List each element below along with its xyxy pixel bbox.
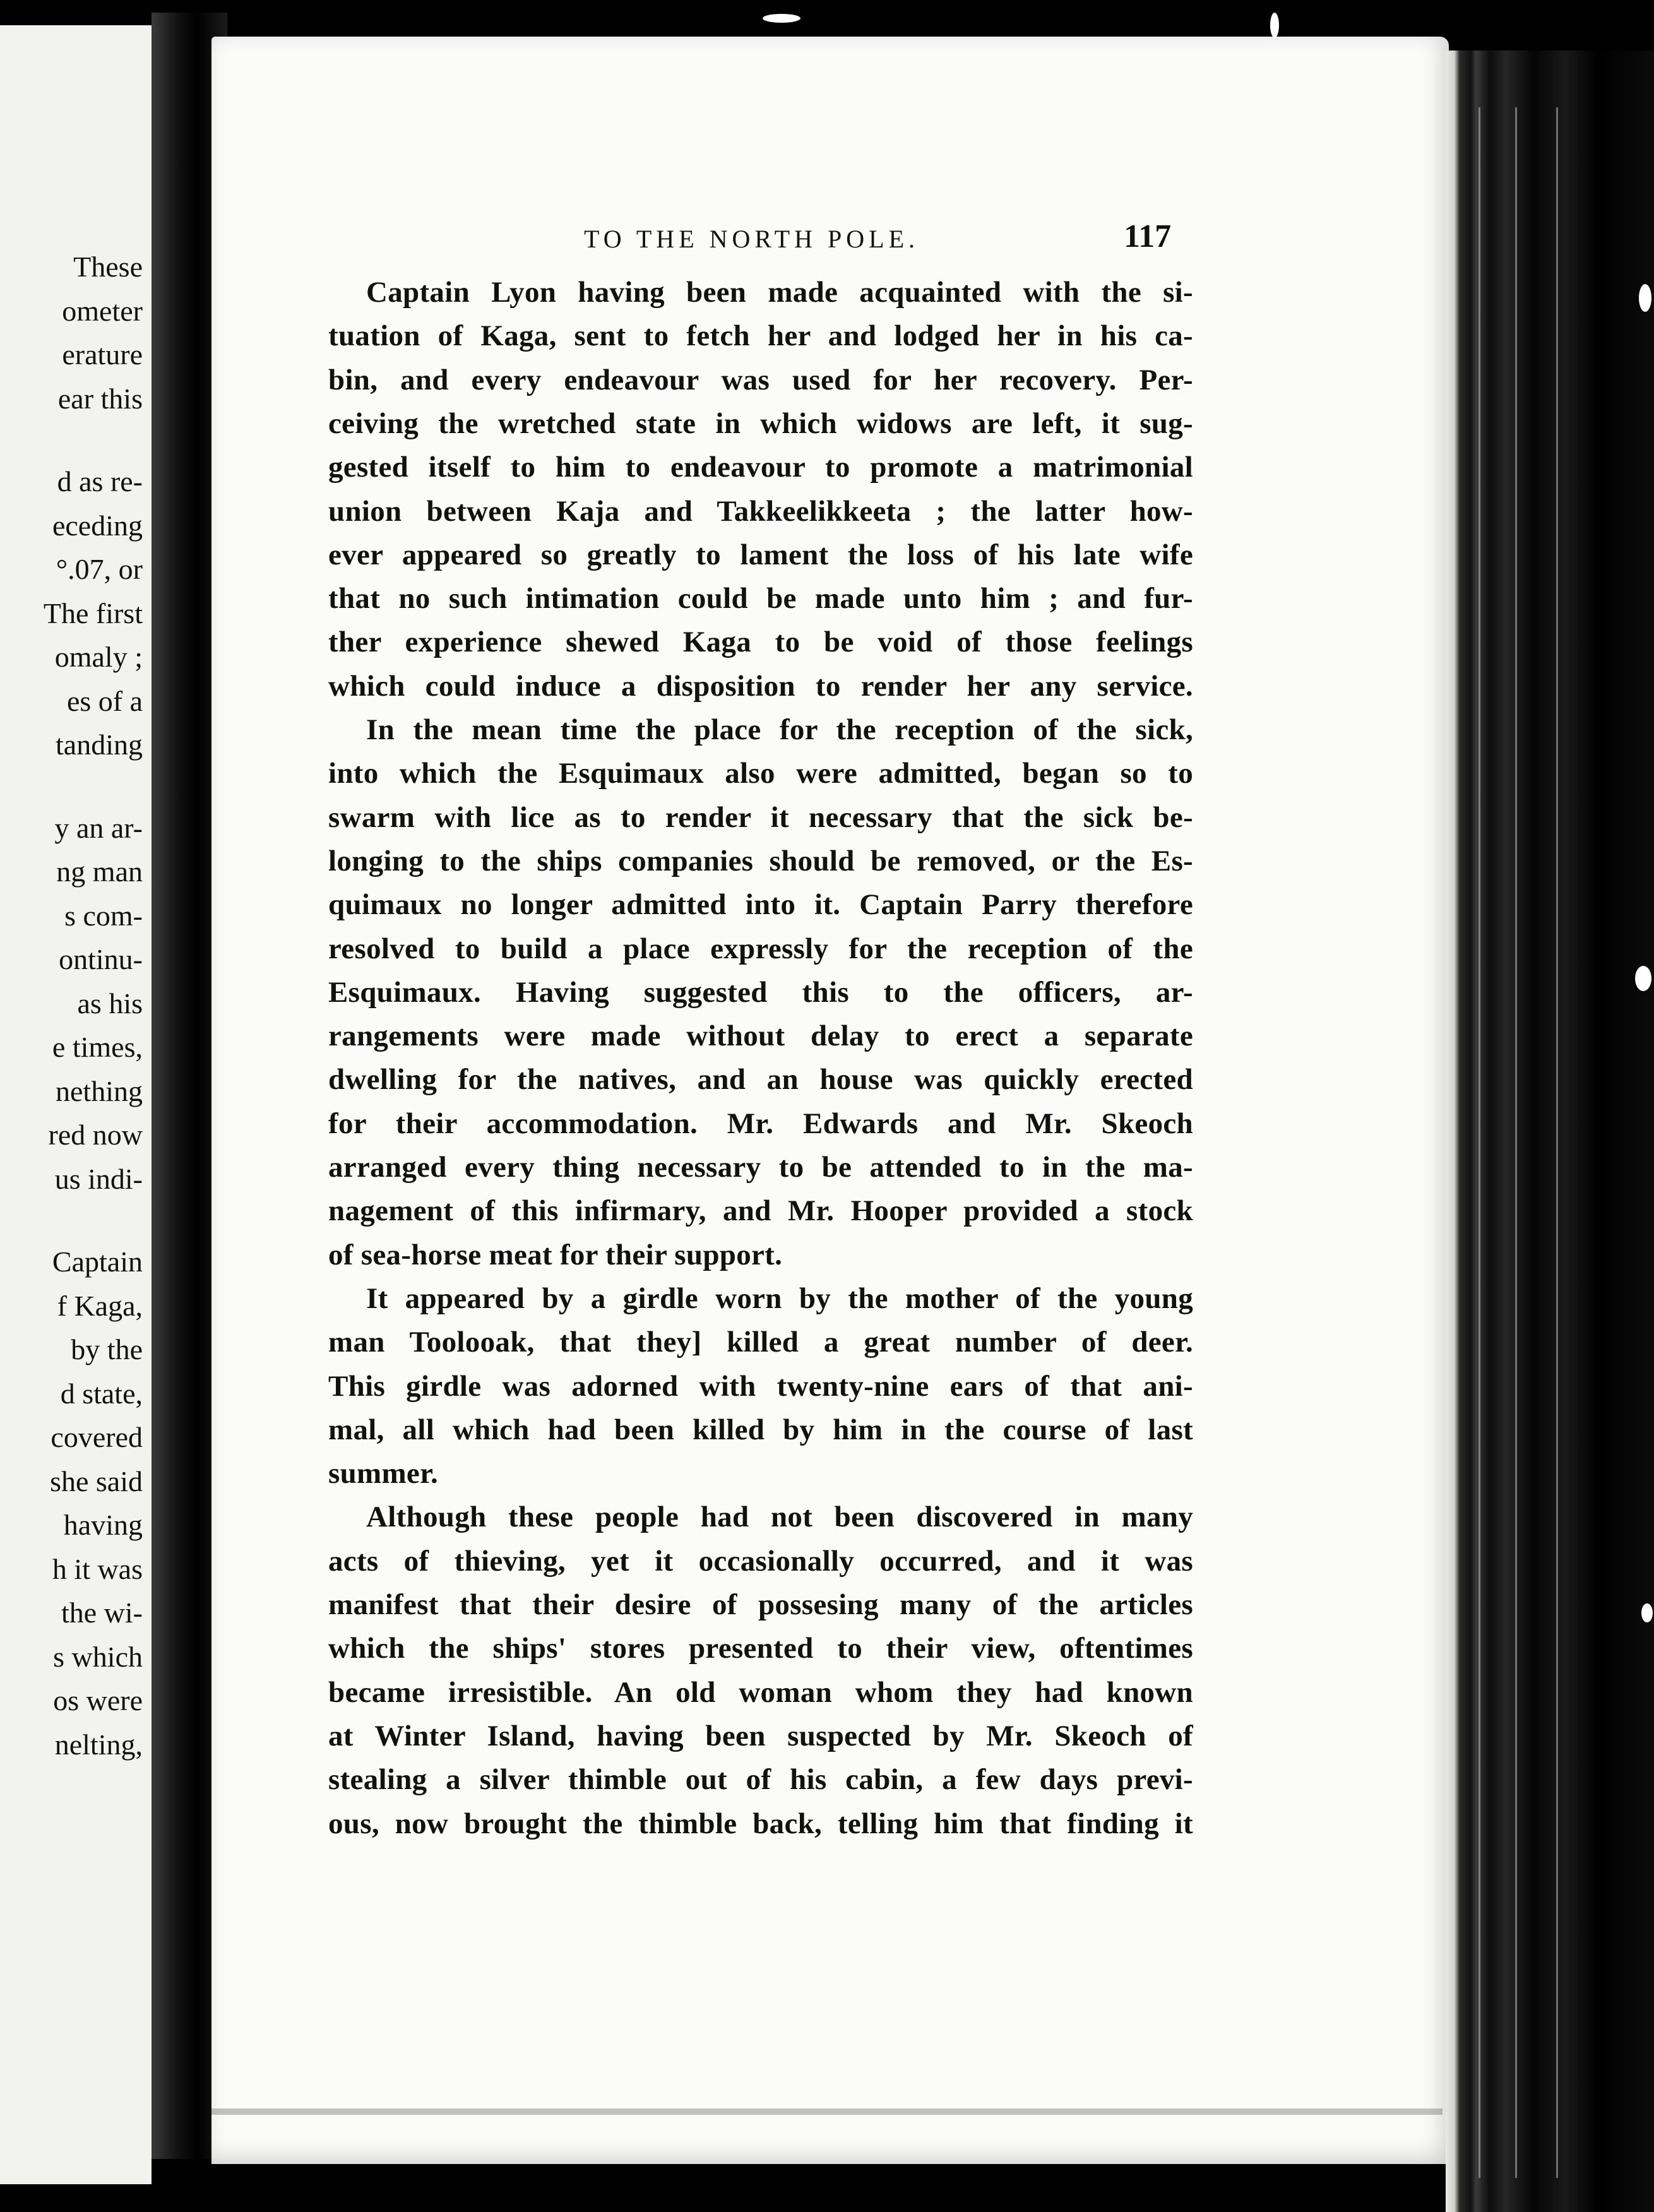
left-page-line: omaly ; — [54, 641, 143, 673]
left-page-line: having — [63, 1509, 143, 1541]
book-page-edges — [1446, 51, 1654, 2212]
page-edge-streak — [1478, 107, 1480, 2178]
body-line: resolved to build a place expressly for the reception of the — [328, 932, 1193, 965]
left-page-line: she said — [50, 1465, 143, 1497]
left-page-line: These — [73, 251, 143, 283]
body-line: union between Kaja and Takkeelikkeeta ; the latter how- — [328, 494, 1193, 528]
left-page-line: f Kaga, — [57, 1289, 143, 1322]
body-line: ever appeared so greatly to lament the loss of his late wife — [328, 538, 1193, 571]
left-page-line: erature — [62, 338, 143, 371]
left-page-line: ear this — [57, 382, 143, 415]
body-line: which could induce a disposition to render her any service. — [328, 669, 1193, 703]
left-page-line: e times, — [52, 1031, 143, 1063]
left-page-line: os were — [53, 1684, 143, 1716]
page-edge-streak — [1515, 107, 1517, 2178]
body-line: stealing a silver thimble out of his cabin, a few days previ- — [328, 1763, 1193, 1797]
body-line: Esquimaux. Having suggested this to the officers, ar- — [328, 975, 1193, 1009]
body-line: which the ships' stores presented to their view, oftentimes — [328, 1632, 1193, 1665]
scan-artifact — [1641, 1603, 1653, 1622]
body-line: quimaux no longer admitted into it. Captain Parry therefore — [328, 888, 1193, 922]
body-line: gested itself to him to endeavour to promote a matrimonial — [328, 451, 1193, 484]
left-page-line: nething — [56, 1074, 143, 1107]
left-page-line: y an ar- — [54, 811, 143, 844]
body-line: It appeared by a girdle worn by the mother of the young — [366, 1281, 1193, 1315]
body-line: bin, and every endeavour was used for her recovery. Per- — [328, 363, 1193, 396]
body-line: of sea-horse meat for their support. — [328, 1238, 783, 1271]
left-page-line: s which — [53, 1640, 143, 1673]
scan-artifact — [1639, 284, 1651, 312]
body-line: swarm with lice as to render it necessary that the sick be- — [328, 800, 1193, 834]
left-page-line: ng man — [56, 855, 143, 888]
left-page-line: d state, — [60, 1377, 143, 1410]
body-line: arranged every thing necessary to be attended to in the ma- — [328, 1151, 1193, 1184]
left-page-line: ontinu- — [59, 943, 143, 975]
body-line: ceiving the wretched state in which widows are left, it sug- — [328, 407, 1193, 440]
left-page-line: The first — [43, 597, 143, 629]
body-line: manifest that their desire of possesing many of the articles — [328, 1588, 1193, 1621]
page-edge-streak — [1556, 107, 1558, 2178]
scan-artifact — [1270, 13, 1279, 38]
left-page-line: Captain — [52, 1246, 143, 1278]
scan-artifact — [763, 14, 800, 23]
left-page-line: the wi- — [61, 1597, 143, 1629]
body-line: dwelling for the natives, and an house was quickly erected — [328, 1063, 1193, 1097]
left-page-line: nelting, — [54, 1728, 143, 1761]
body-line: rangements were made without delay to erect a separate — [328, 1020, 1193, 1053]
left-page-line: by the — [71, 1333, 143, 1365]
left-page-line: s com- — [64, 899, 143, 932]
left-page-line: h it was — [52, 1552, 143, 1585]
scan-artifact — [1635, 966, 1651, 991]
body-line: acts of thieving, yet it occasionally occurred, and it was — [328, 1544, 1193, 1578]
left-page-line: eceding — [52, 509, 143, 542]
running-head: TO THE NORTH POLE. — [584, 225, 919, 253]
body-line: became irresistible. An old woman whom they had known — [328, 1675, 1193, 1709]
body-line: longing to the ships companies should be removed, or the Es- — [328, 844, 1193, 877]
left-facing-page — [0, 25, 152, 2184]
body-line: for their accommodation. Mr. Edwards and Mr. Skeoch — [328, 1107, 1193, 1140]
left-page-line: °.07, or — [56, 553, 143, 585]
page-bottom-edge — [211, 2108, 1443, 2115]
body-line: mal, all which had been killed by him in the course of last — [328, 1413, 1193, 1446]
body-line: that no such intimation could be made unto him ; and fur- — [328, 582, 1193, 615]
main-page — [211, 37, 1449, 2164]
body-line: ther experience shewed Kaga to be void of those feelings — [328, 626, 1193, 659]
body-line: tuation of Kaga, sent to fetch her and lodged her in his ca- — [328, 319, 1193, 353]
body-line: Although these people had not been discovered in many — [366, 1501, 1193, 1534]
left-page-line: as his — [77, 987, 143, 1020]
body-line: In the mean time the place for the reception of the sick, — [366, 713, 1193, 746]
body-line: nagement of this infirmary, and Mr. Hooper provided a stock — [328, 1194, 1193, 1228]
body-line: into which the Esquimaux also were admitted, began so to — [328, 757, 1193, 790]
body-line: summer. — [328, 1457, 438, 1490]
body-line: ous, now brought the thimble back, telling him that finding it — [328, 1807, 1193, 1840]
left-page-line: red now — [48, 1119, 143, 1151]
body-line: This girdle was adorned with twenty-nine ears of that ani- — [328, 1369, 1193, 1403]
left-page-line: ometer — [62, 294, 143, 327]
body-line: at Winter Island, having been suspected by Mr. Skeoch of — [328, 1719, 1193, 1752]
body-line: man Toolooak, that they] killed a great number of deer. — [328, 1326, 1193, 1359]
page-number: 117 — [1124, 218, 1172, 254]
left-page-line: covered — [51, 1421, 143, 1453]
left-page-line: tanding — [56, 728, 143, 761]
left-page-line: es of a — [66, 684, 143, 717]
left-page-line: us indi- — [54, 1162, 143, 1195]
body-line: Captain Lyon having been made acquainted with the si- — [366, 276, 1193, 309]
left-page-line: d as re- — [57, 465, 143, 497]
